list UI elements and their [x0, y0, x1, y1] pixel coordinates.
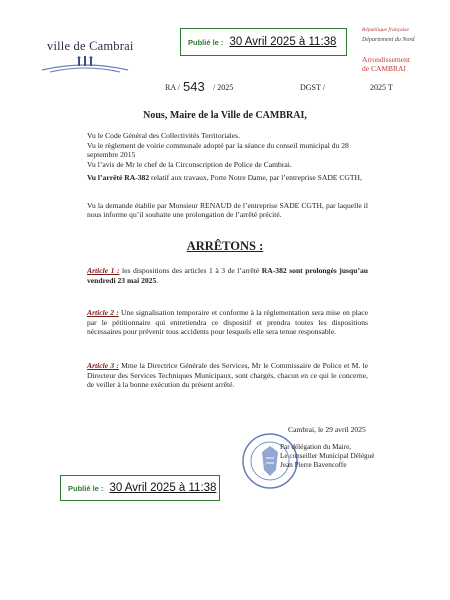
considerant-2: Vu le règlement de voirie communale adopté par la séance du conseil municipal du 28 septembre 2015 — [87, 141, 349, 160]
ref-number: 543 — [183, 79, 205, 94]
publication-stamp-top — [180, 28, 347, 56]
considerant-3: Vu l’avis de Mr le chef de la Circonscription de Police de Cambrai. — [87, 160, 292, 169]
republique-label: République française — [362, 27, 409, 33]
signature-block: Par délégation du Maire, Le conseiller Municipal Délégué Jean Pierre Bavencoffe — [280, 443, 375, 469]
date-place: Cambrai, le 29 avril 2025 — [288, 425, 366, 434]
logo-text: ville de Cambrai — [47, 39, 134, 53]
article-3: Article 3 : Mme la Directrice Générale des Services, Mr le Commissaire de Police et M. le Directeur des Services Techniques Municipaux, sont chargés, chacun en ce qui le concerne, de veiller à la bonne exécution du présent arrêté. — [87, 361, 368, 390]
departement-label: Département du Nord — [362, 37, 415, 43]
arrondissement-label: Arrondissement de CAMBRAI — [362, 55, 410, 73]
stamp-label: Publié le : — [188, 37, 224, 47]
stamp-date: 30 Avril 2025 à 11:38 — [229, 36, 337, 48]
stamp-label: Publié le : — [68, 483, 104, 493]
ref-year: / 2025 — [213, 83, 234, 92]
publication-stamp-bottom — [60, 475, 220, 501]
considerant-4: Vu l’arrêté RA-382 relatif aux travaux, Porte Notre Dame, par l’entreprise SADE CGTH, — [87, 173, 362, 182]
page-title: Nous, Maire de la Ville de CAMBRAI, — [143, 110, 307, 121]
arretons-heading: ARRÊTONS : — [186, 239, 264, 253]
city-logo-icon — [40, 56, 130, 74]
article-2: Article 2 : Une signalisation temporaire et conforme à la réglementation sera mise en place par le pétitionnaire qui entretiendra ce dispositif et prendra toutes les dispositions nécessaires pour prévenir tous accidents pour lesquels elle sera tenue responsable. — [87, 308, 368, 337]
stamp-date: 30 Avril 2025 à 11:38 — [109, 482, 217, 494]
ref-prefix: RA / — [165, 83, 180, 92]
article-1: Article 1 : les dispositions des articles 1 à 3 de l’arrêté RA-382 sont prolongés jusqu’au vendredi 23 mai 2025. — [87, 266, 369, 285]
ref-service: DGST / — [300, 83, 325, 92]
ref-suffix: 2025 T — [370, 83, 393, 92]
considerant-1: Vu le Code Général des Collectivités Territoriales. — [87, 131, 241, 140]
considerant-5: Vu la demande établie par Monsieur RENAUD de l’entreprise SADE CGTH, par laquelle il nous informe qu’il souhaite une prolongation de l’arrêté précité. — [87, 201, 368, 220]
